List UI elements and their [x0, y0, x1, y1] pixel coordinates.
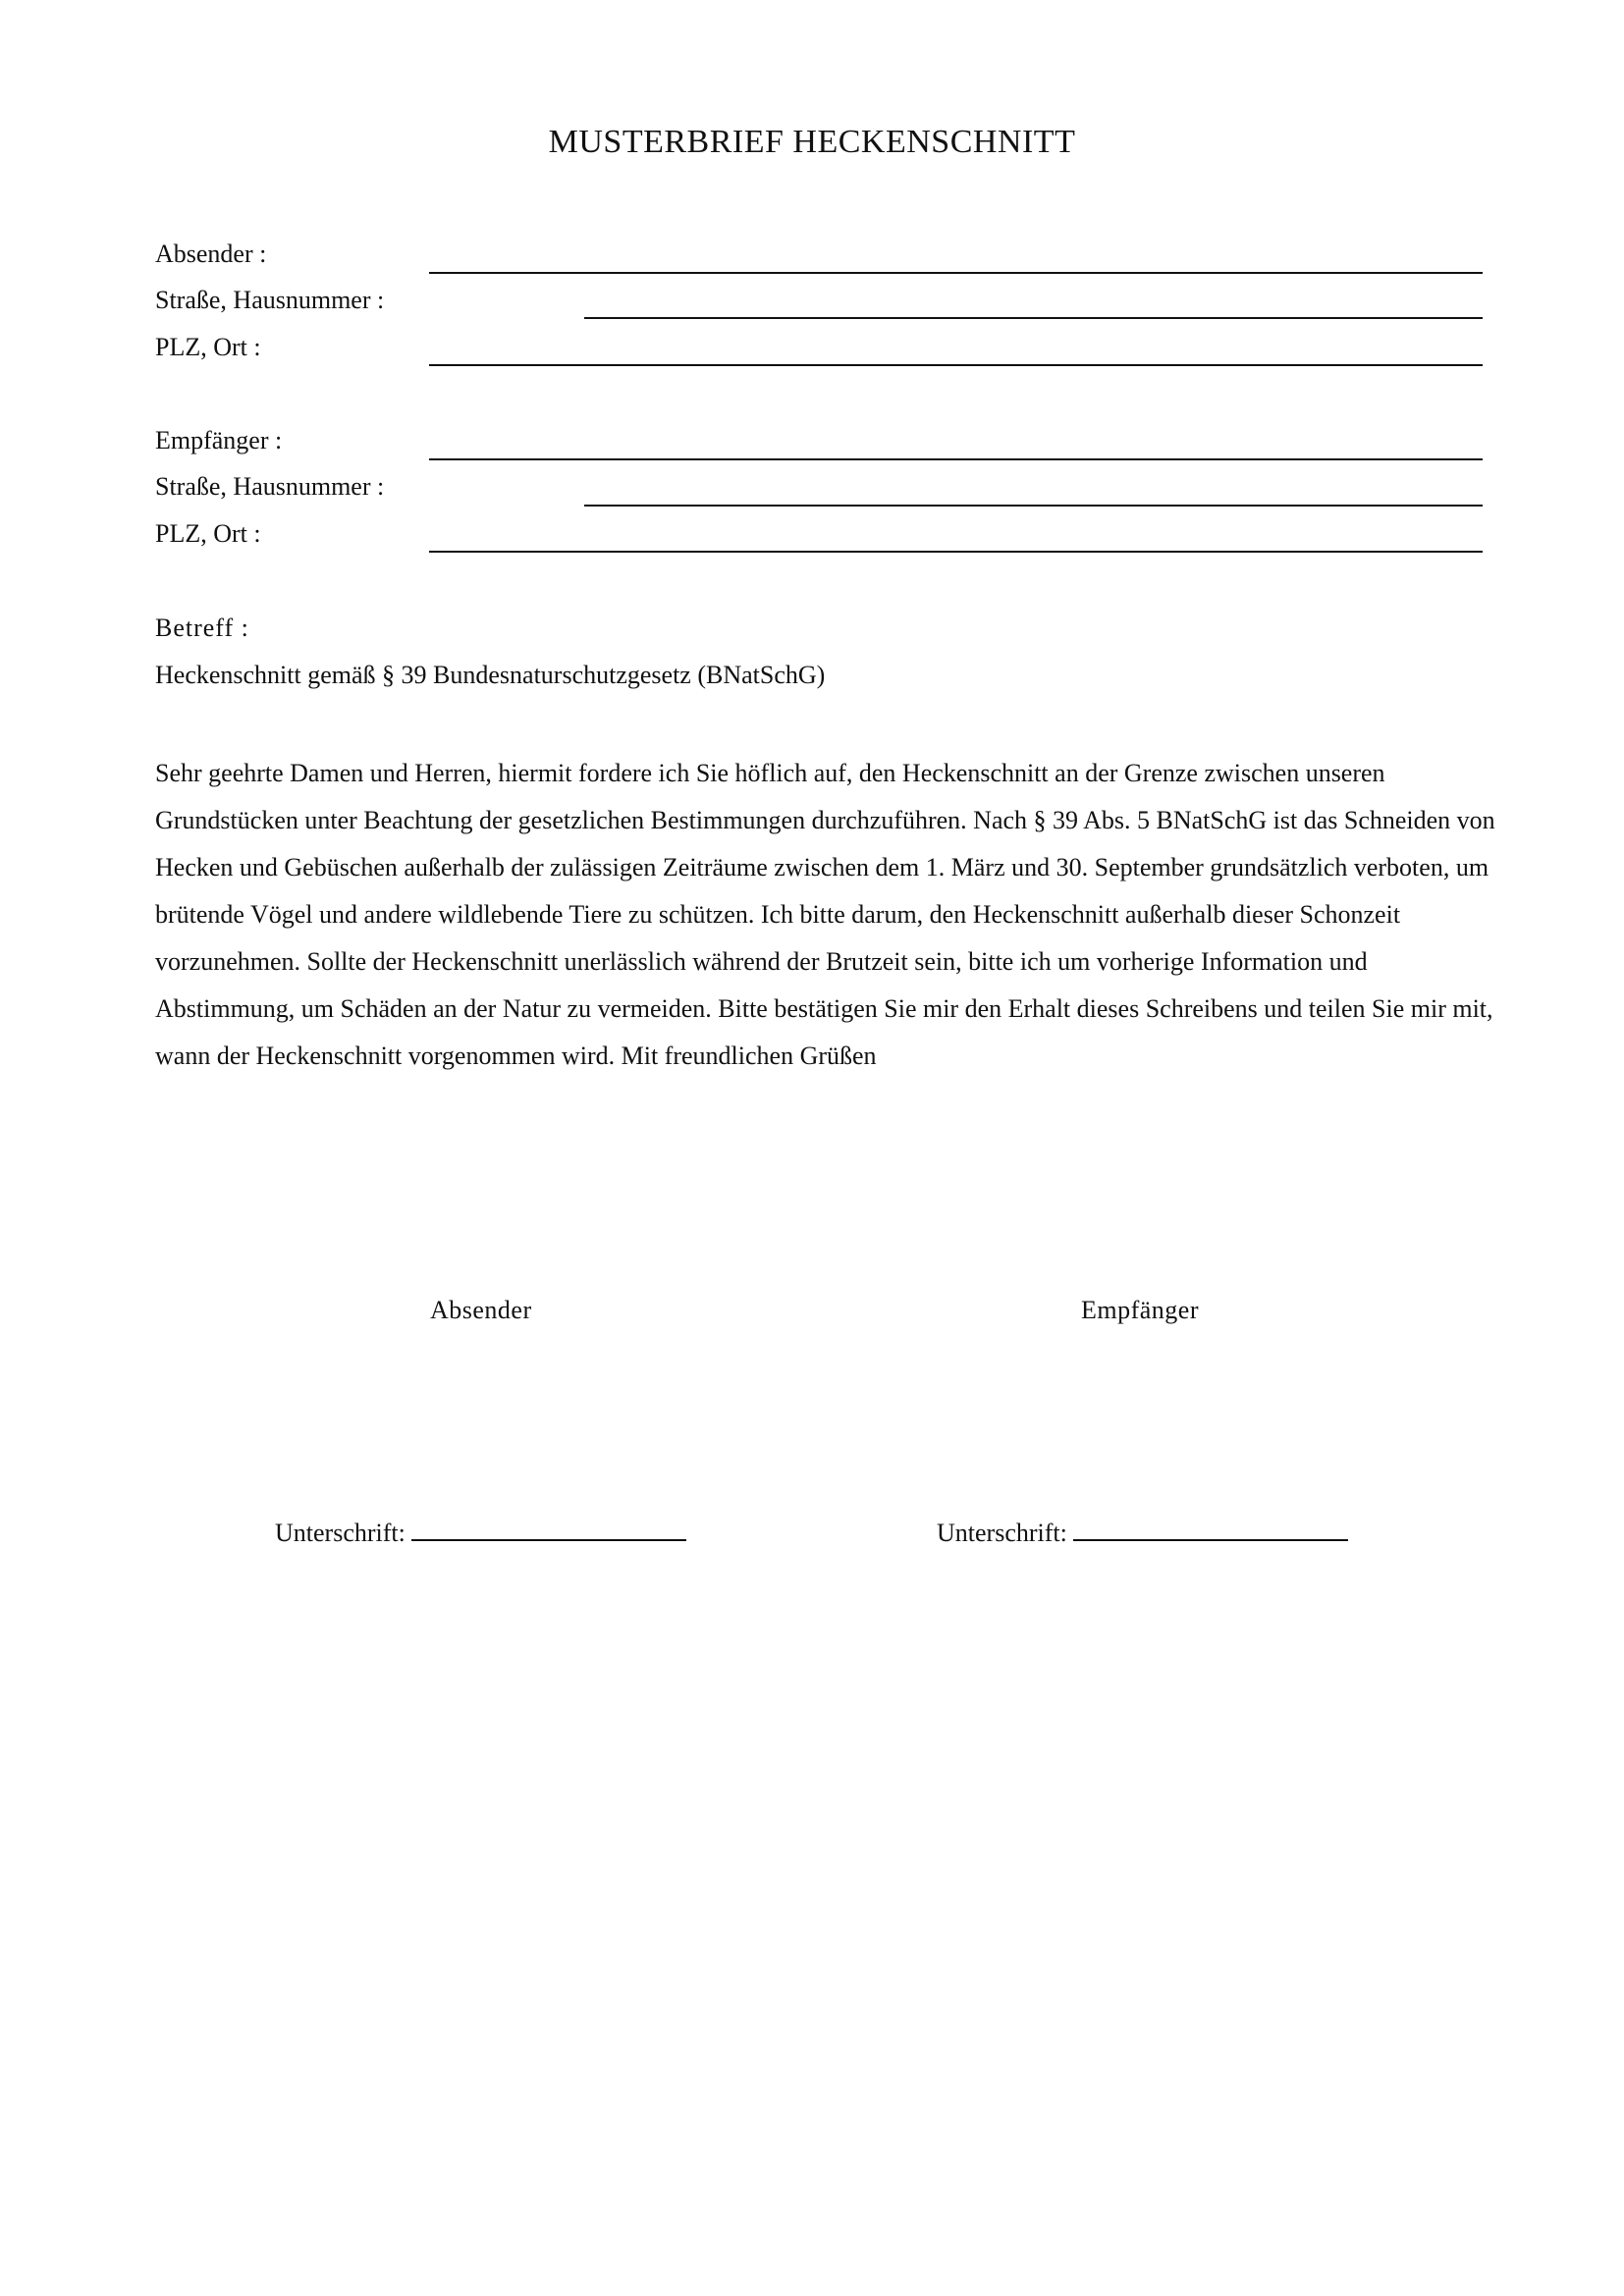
sender-signature	[275, 1518, 686, 1548]
recipient-name-label: Empfänger :	[155, 426, 283, 454]
recipient-signature	[937, 1518, 1348, 1548]
sender-street-label: Straße, Hausnummer :	[155, 286, 385, 314]
page-title: MUSTERBRIEF HECKENSCHNITT	[548, 124, 1076, 160]
sender-city-label: PLZ, Ort :	[155, 333, 261, 361]
sender-street-field[interactable]	[584, 317, 1483, 319]
recipient-name-field[interactable]	[429, 458, 1483, 460]
recipient-city-field[interactable]	[429, 551, 1483, 553]
recipient-city-label: PLZ, Ort :	[155, 519, 261, 548]
recipient-street-field[interactable]	[584, 505, 1483, 507]
sender-name-field[interactable]	[429, 272, 1483, 274]
sender-signature-field[interactable]	[411, 1518, 686, 1541]
letter-body: Sehr geehrte Damen und Herren, hiermit fordere ich Sie höflich auf, den Heckenschnitt an der Grenze zwischen unseren Grundstücken unter Beachtung der gesetzlichen Bestimmungen durchzuführen. Nach § 39 Abs. 5 BNatSchG ist das Schneiden von Hecken und Gebüschen außerhalb der zulässigen Zeiträume zwischen dem 1. März und 30. September grundsätzlich verboten, um brütende Vögel und andere wildlebende Tiere zu schützen. Ich bitte darum, den Heckenschnitt außerhalb dieser Schonzeit vorzunehmen. Sollte der Heckenschnitt unerlässlich während der Brutzeit sein, bitte ich um vorherige Information und Abstimmung, um Schäden an der Natur zu vermeiden. Bitte bestätigen Sie mir den Erhalt dieses Schreibens und teilen Sie mir mit, wann der Heckenschnitt vorgenommen wird. Mit freundlichen Grüßen	[155, 759, 1495, 1070]
sender-signature-label: Unterschrift:	[275, 1519, 406, 1547]
subject-label: Betreff :	[155, 614, 249, 642]
recipient-signature-field[interactable]	[1073, 1518, 1348, 1541]
recipient-signature-label: Unterschrift:	[937, 1519, 1067, 1547]
sender-city-field[interactable]	[429, 364, 1483, 366]
sender-signature-heading: Absender	[430, 1296, 532, 1324]
recipient-signature-heading: Empfänger	[1081, 1296, 1200, 1324]
sender-name-label: Absender :	[155, 240, 267, 268]
recipient-street-label: Straße, Hausnummer :	[155, 472, 385, 501]
subject-text: Heckenschnitt gemäß § 39 Bundesnaturschutzgesetz (BNatSchG)	[155, 661, 826, 689]
